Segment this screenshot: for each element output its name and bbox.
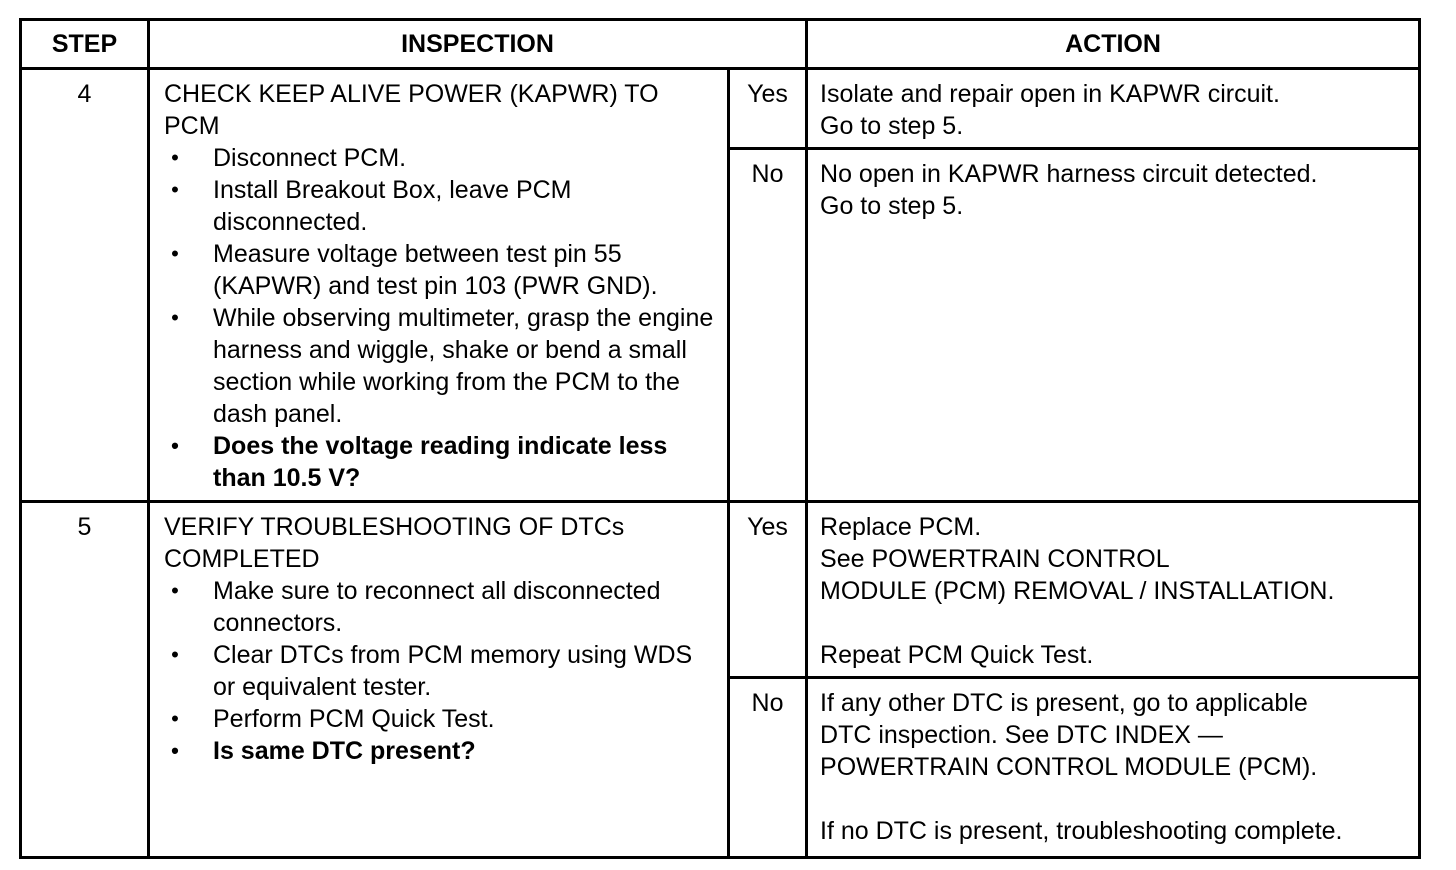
table-row: [21, 69, 1420, 149]
inspection-bullet: • Clear DTCs from PCM memory using WDS or equivalent tester.: [164, 639, 717, 703]
inspection-cell: [149, 502, 729, 858]
no-label: No: [729, 678, 807, 858]
table-row: [21, 502, 1420, 678]
inspection-question: • Does the voltage reading indicate less than 10.5 V?: [164, 430, 717, 494]
step-number: 5: [21, 502, 149, 858]
inspection-title: VERIFY TROUBLESHOOTING OF DTCs COMPLETED: [164, 513, 625, 573]
inspection-question: • Is same DTC present?: [164, 735, 717, 767]
inspection-title: CHECK KEEP ALIVE POWER (KAPWR) TO PCM: [164, 80, 659, 140]
yes-label: Yes: [729, 69, 807, 149]
header-action: ACTION: [807, 20, 1420, 69]
header-row: [21, 20, 1420, 69]
bullet-icon: •: [171, 145, 179, 170]
yes-label: Yes: [729, 502, 807, 678]
inspection-bullet: • Make sure to reconnect all disconnected connectors.: [164, 575, 717, 639]
bullet-icon: •: [171, 241, 179, 266]
no-action: If any other DTC is present, go to applicable DTC inspection. See DTC INDEX — POWERTRAIN CONTROL MODULE (PCM). If no DTC is present, troubleshooting complete.: [807, 678, 1420, 858]
step-number: 4: [21, 69, 149, 502]
no-action: No open in KAPWR harness circuit detected. Go to step 5.: [807, 149, 1420, 502]
bullet-icon: •: [171, 177, 179, 202]
bullet-icon: •: [171, 642, 179, 667]
inspection-bullet: • Measure voltage between test pin 55 (KAPWR) and test pin 103 (PWR GND).: [164, 238, 717, 302]
inspection-bullet: • Perform PCM Quick Test.: [164, 703, 717, 735]
yes-action: Replace PCM. See POWERTRAIN CONTROL MODULE (PCM) REMOVAL / INSTALLATION. Repeat PCM Quick Test.: [807, 502, 1420, 678]
yes-action: Isolate and repair open in KAPWR circuit. Go to step 5.: [807, 69, 1420, 149]
bullet-icon: •: [171, 706, 179, 731]
header-inspection: INSPECTION: [149, 20, 807, 69]
inspection-bullet-list: [164, 575, 717, 767]
inspection-bullet-list: [164, 142, 717, 494]
bullet-icon: •: [171, 305, 179, 330]
no-label: No: [729, 149, 807, 502]
diagnostic-procedure-table: [19, 18, 1421, 859]
inspection-bullet: • Install Breakout Box, leave PCM disconnected.: [164, 174, 717, 238]
bullet-icon: •: [171, 738, 179, 763]
inspection-bullet: • While observing multimeter, grasp the engine harness and wiggle, shake or bend a small section while working from the PCM to the dash panel.: [164, 302, 717, 430]
bullet-icon: •: [171, 578, 179, 603]
inspection-bullet: • Disconnect PCM.: [164, 142, 717, 174]
inspection-cell: [149, 69, 729, 502]
bullet-icon: •: [171, 433, 179, 458]
header-step: STEP: [21, 20, 149, 69]
